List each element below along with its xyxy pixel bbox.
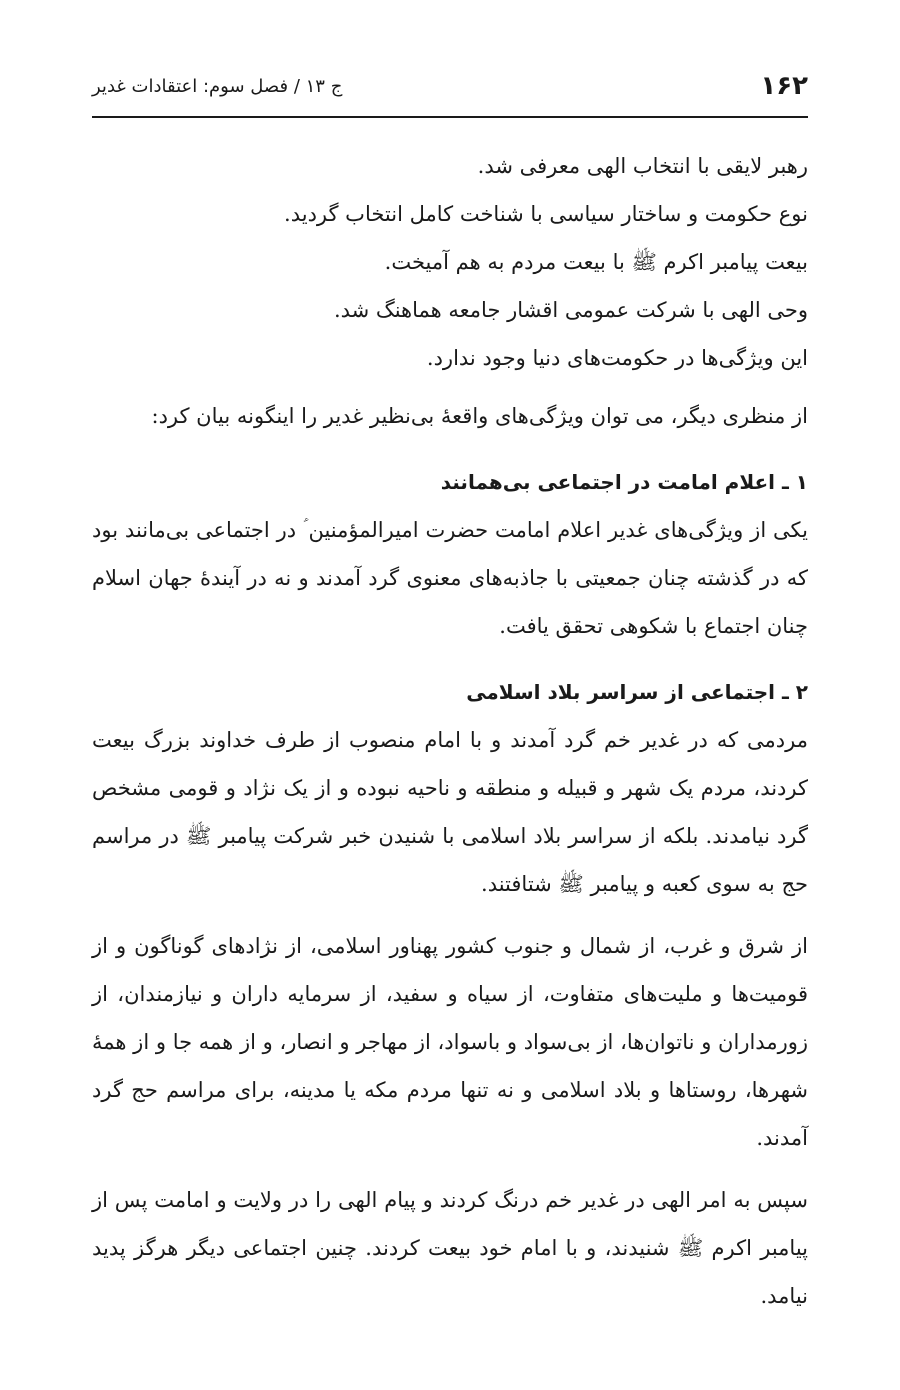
running-head: ج ۱۳ / فصل سوم: اعتقادات غدیر — [92, 75, 343, 97]
body-paragraph: یکی از ویژگی‌های غدیر اعلام امامت حضرت امیرالمؤمنین ؑ در اجتماعی بی‌مانند بود که در گذشته چنان جمعیتی با جاذبه‌های معنوی گرد آمدند و نه در آیندهٔ جهان اسلام چنان اجتماع با شکوهی تحقق یافت. — [92, 518, 808, 638]
body-paragraph: از شرق و غرب، از شمال و جنوب کشور پهناور اسلامی، از نژادهای گوناگون و از قومیت‌ها و ملیت‌های متفاوت، از سیاه و سفید، از سرمایه داران و نیازمندان، از زورمداران و ناتوان‌ها، از بی‌سواد و باسواد، از مهاجر و انصار، و از همه جا و از همهٔ شهرها، روستاها و بلاد اسلامی و نه تنها مردم مکه یا مدینه، برای مراسم حج گرد آمدند. — [92, 934, 808, 1150]
list-item: این ویژگی‌ها در حکومت‌های دنیا وجود ندارد. — [426, 346, 808, 370]
list-item: بیعت پیامبر اکرم ﷺ با بیعت مردم به هم آمیخت. — [384, 250, 808, 274]
list-item: نوع حکومت و ساختار سیاسی با شناخت کامل انتخاب گردید. — [284, 202, 808, 226]
body-paragraph: سپس به امر الهی در غدیر خم درنگ کردند و پیام الهی را در ولایت و امامت پس از پیامبر اکرم ﷺ شنیدند، و با امام خود بیعت کردند. چنین اجتماعی دیگر هرگز پدید نیامد. — [92, 1188, 808, 1308]
list-item: وحی الهی با شرکت عمومی اقشار جامعه هماهنگ شد. — [333, 298, 808, 322]
list-item: رهبر لایقی با انتخاب الهی معرفی شد. — [477, 154, 808, 178]
page-content — [92, 142, 808, 1320]
section-heading: ۲ ـ اجتماعی از سراسر بلاد اسلامی — [466, 680, 808, 704]
section-heading: ۱ ـ اعلام امامت در اجتماعی بی‌همانند — [440, 470, 808, 494]
summary-list — [92, 142, 808, 382]
body-paragraph: مردمی که در غدیر خم گرد آمدند و با امام منصوب از طرف خداوند بزرگ بیعت کردند، مردم یک شهر و قبیله و منطقه و ناحیه نبوده و از یک نژاد و قومی مشخص گرد نیامدند. بلکه از سراسر بلاد اسلامی با شنیدن خبر شرکت پیامبر ﷺ در مراسم حج به سوی کعبه و پیامبر ﷺ شتافتند. — [92, 728, 808, 896]
intro-paragraph: از منظری دیگر، می توان ویژگی‌های واقعهٔ بی‌نظیر غدیر را اینگونه بیان کرد: — [151, 404, 808, 428]
page-header — [92, 66, 808, 106]
book-page — [92, 0, 808, 1390]
page-number: ۱۶۲ — [760, 71, 808, 101]
header-divider — [92, 116, 808, 118]
